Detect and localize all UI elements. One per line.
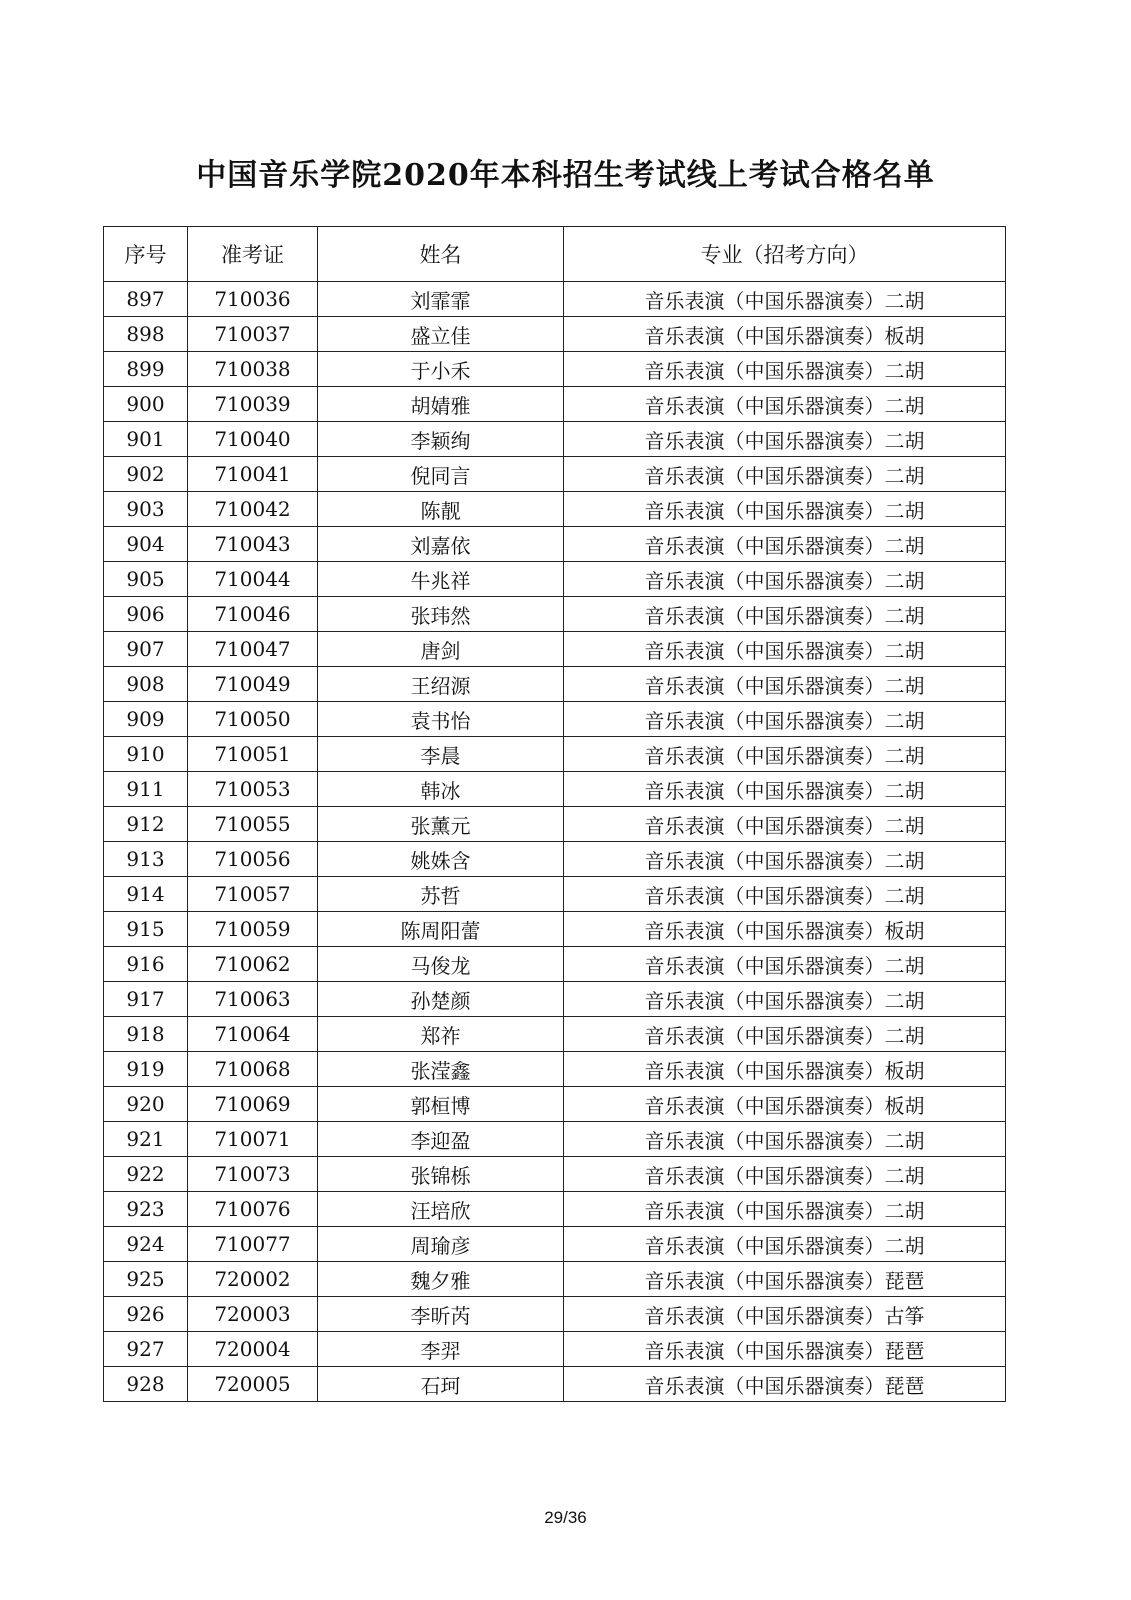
cell-seq: 907	[104, 632, 188, 667]
header-ticket: 准考证	[188, 227, 318, 282]
table-row	[104, 982, 1006, 1017]
cell-seq: 908	[104, 667, 188, 702]
cell-name: 陈周阳蕾	[318, 912, 564, 947]
cell-seq: 911	[104, 772, 188, 807]
page-number: 29/36	[544, 1508, 587, 1527]
table-row	[104, 527, 1006, 562]
cell-ticket: 710062	[188, 947, 318, 982]
cell-major: 音乐表演（中国乐器演奏）琵琶	[564, 1262, 1006, 1297]
header-major: 专业（招考方向）	[564, 227, 1006, 282]
cell-seq: 925	[104, 1262, 188, 1297]
cell-name: 李羿	[318, 1332, 564, 1367]
cell-major: 音乐表演（中国乐器演奏）二胡	[564, 1017, 1006, 1052]
cell-seq: 904	[104, 527, 188, 562]
table-row	[104, 1122, 1006, 1157]
cell-major: 音乐表演（中国乐器演奏）琵琶	[564, 1332, 1006, 1367]
cell-name: 张玮然	[318, 597, 564, 632]
cell-name: 王绍源	[318, 667, 564, 702]
cell-ticket: 710057	[188, 877, 318, 912]
table-row	[104, 1297, 1006, 1332]
cell-major: 音乐表演（中国乐器演奏）二胡	[564, 632, 1006, 667]
cell-name: 刘嘉依	[318, 527, 564, 562]
table-row	[104, 667, 1006, 702]
cell-ticket: 710043	[188, 527, 318, 562]
cell-ticket: 710039	[188, 387, 318, 422]
cell-major: 音乐表演（中国乐器演奏）二胡	[564, 842, 1006, 877]
table-row	[104, 282, 1006, 317]
table-row	[104, 1087, 1006, 1122]
cell-major: 音乐表演（中国乐器演奏）二胡	[564, 492, 1006, 527]
table-body	[104, 282, 1006, 1402]
cell-ticket: 710071	[188, 1122, 318, 1157]
cell-ticket: 710050	[188, 702, 318, 737]
cell-major: 音乐表演（中国乐器演奏）二胡	[564, 1227, 1006, 1262]
table-row	[104, 597, 1006, 632]
table-row	[104, 1017, 1006, 1052]
cell-name: 苏哲	[318, 877, 564, 912]
cell-seq: 919	[104, 1052, 188, 1087]
cell-name: 李晨	[318, 737, 564, 772]
table-row	[104, 772, 1006, 807]
cell-ticket: 720002	[188, 1262, 318, 1297]
qualified-list-table	[103, 226, 1006, 1402]
cell-major: 音乐表演（中国乐器演奏）古筝	[564, 1297, 1006, 1332]
table-row	[104, 737, 1006, 772]
cell-seq: 902	[104, 457, 188, 492]
cell-name: 胡婧雅	[318, 387, 564, 422]
cell-name: 张薰元	[318, 807, 564, 842]
table-row	[104, 1367, 1006, 1402]
cell-name: 袁书怡	[318, 702, 564, 737]
cell-major: 音乐表演（中国乐器演奏）二胡	[564, 282, 1006, 317]
cell-seq: 899	[104, 352, 188, 387]
table-row	[104, 352, 1006, 387]
cell-major: 音乐表演（中国乐器演奏）二胡	[564, 737, 1006, 772]
cell-major: 音乐表演（中国乐器演奏）二胡	[564, 1122, 1006, 1157]
cell-name: 张锦栎	[318, 1157, 564, 1192]
cell-major: 音乐表演（中国乐器演奏）二胡	[564, 422, 1006, 457]
cell-ticket: 710053	[188, 772, 318, 807]
cell-name: 陈靓	[318, 492, 564, 527]
cell-seq: 921	[104, 1122, 188, 1157]
table-row	[104, 632, 1006, 667]
cell-major: 音乐表演（中国乐器演奏）二胡	[564, 667, 1006, 702]
cell-ticket: 710063	[188, 982, 318, 1017]
table-row	[104, 702, 1006, 737]
cell-seq: 913	[104, 842, 188, 877]
cell-major: 音乐表演（中国乐器演奏）板胡	[564, 1052, 1006, 1087]
cell-name: 孙楚颜	[318, 982, 564, 1017]
cell-major: 音乐表演（中国乐器演奏）二胡	[564, 982, 1006, 1017]
cell-seq: 924	[104, 1227, 188, 1262]
cell-major: 音乐表演（中国乐器演奏）二胡	[564, 562, 1006, 597]
cell-ticket: 710041	[188, 457, 318, 492]
table-header	[104, 227, 1006, 282]
table-row	[104, 877, 1006, 912]
cell-major: 音乐表演（中国乐器演奏）二胡	[564, 387, 1006, 422]
cell-ticket: 720004	[188, 1332, 318, 1367]
cell-name: 李迎盈	[318, 1122, 564, 1157]
cell-seq: 917	[104, 982, 188, 1017]
cell-name: 盛立佳	[318, 317, 564, 352]
cell-name: 郭桓博	[318, 1087, 564, 1122]
table-row	[104, 842, 1006, 877]
table-row	[104, 1332, 1006, 1367]
table-row	[104, 457, 1006, 492]
cell-major: 音乐表演（中国乐器演奏）板胡	[564, 912, 1006, 947]
cell-ticket: 710076	[188, 1192, 318, 1227]
cell-ticket: 710059	[188, 912, 318, 947]
cell-ticket: 710036	[188, 282, 318, 317]
cell-ticket: 710044	[188, 562, 318, 597]
table-row	[104, 1227, 1006, 1262]
cell-name: 张滢鑫	[318, 1052, 564, 1087]
table-row	[104, 1262, 1006, 1297]
cell-seq: 906	[104, 597, 188, 632]
cell-name: 周瑜彦	[318, 1227, 564, 1262]
cell-major: 音乐表演（中国乐器演奏）二胡	[564, 1192, 1006, 1227]
cell-seq: 910	[104, 737, 188, 772]
table-row	[104, 562, 1006, 597]
cell-name: 魏夕雅	[318, 1262, 564, 1297]
table-row	[104, 912, 1006, 947]
cell-major: 音乐表演（中国乐器演奏）二胡	[564, 1157, 1006, 1192]
cell-ticket: 710073	[188, 1157, 318, 1192]
cell-ticket: 710038	[188, 352, 318, 387]
cell-name: 李昕芮	[318, 1297, 564, 1332]
cell-major: 音乐表演（中国乐器演奏）二胡	[564, 597, 1006, 632]
cell-major: 音乐表演（中国乐器演奏）二胡	[564, 947, 1006, 982]
header-name: 姓名	[318, 227, 564, 282]
cell-seq: 914	[104, 877, 188, 912]
cell-seq: 898	[104, 317, 188, 352]
cell-seq: 920	[104, 1087, 188, 1122]
cell-major: 音乐表演（中国乐器演奏）二胡	[564, 352, 1006, 387]
table-row	[104, 807, 1006, 842]
cell-seq: 915	[104, 912, 188, 947]
cell-name: 唐剑	[318, 632, 564, 667]
cell-ticket: 710056	[188, 842, 318, 877]
page-title: 中国音乐学院2020年本科招生考试线上考试合格名单	[196, 158, 935, 193]
cell-ticket: 710047	[188, 632, 318, 667]
cell-major: 音乐表演（中国乐器演奏）二胡	[564, 772, 1006, 807]
cell-seq: 912	[104, 807, 188, 842]
cell-name: 姚姝含	[318, 842, 564, 877]
cell-major: 音乐表演（中国乐器演奏）二胡	[564, 527, 1006, 562]
cell-name: 石珂	[318, 1367, 564, 1402]
cell-seq: 897	[104, 282, 188, 317]
cell-name: 牛兆祥	[318, 562, 564, 597]
cell-name: 于小禾	[318, 352, 564, 387]
cell-ticket: 710051	[188, 737, 318, 772]
cell-name: 汪培欣	[318, 1192, 564, 1227]
table-row	[104, 387, 1006, 422]
header-seq: 序号	[104, 227, 188, 282]
cell-ticket: 710037	[188, 317, 318, 352]
cell-ticket: 720003	[188, 1297, 318, 1332]
cell-seq: 905	[104, 562, 188, 597]
cell-seq: 916	[104, 947, 188, 982]
cell-name: 马俊龙	[318, 947, 564, 982]
cell-ticket: 710068	[188, 1052, 318, 1087]
table-row	[104, 1192, 1006, 1227]
cell-seq: 923	[104, 1192, 188, 1227]
table-row	[104, 1157, 1006, 1192]
cell-major: 音乐表演（中国乐器演奏）琵琶	[564, 1367, 1006, 1402]
table-row	[104, 422, 1006, 457]
cell-ticket: 710046	[188, 597, 318, 632]
cell-ticket: 710055	[188, 807, 318, 842]
cell-seq: 901	[104, 422, 188, 457]
cell-major: 音乐表演（中国乐器演奏）二胡	[564, 877, 1006, 912]
cell-ticket: 710042	[188, 492, 318, 527]
cell-name: 韩冰	[318, 772, 564, 807]
cell-seq: 928	[104, 1367, 188, 1402]
table-row	[104, 1052, 1006, 1087]
cell-ticket: 710077	[188, 1227, 318, 1262]
cell-ticket: 710069	[188, 1087, 318, 1122]
cell-seq: 909	[104, 702, 188, 737]
cell-ticket: 710064	[188, 1017, 318, 1052]
cell-seq: 903	[104, 492, 188, 527]
cell-major: 音乐表演（中国乐器演奏）板胡	[564, 317, 1006, 352]
cell-seq: 918	[104, 1017, 188, 1052]
cell-ticket: 710040	[188, 422, 318, 457]
table-row	[104, 317, 1006, 352]
cell-name: 倪同言	[318, 457, 564, 492]
cell-major: 音乐表演（中国乐器演奏）二胡	[564, 807, 1006, 842]
cell-major: 音乐表演（中国乐器演奏）二胡	[564, 702, 1006, 737]
cell-seq: 927	[104, 1332, 188, 1367]
cell-major: 音乐表演（中国乐器演奏）板胡	[564, 1087, 1006, 1122]
cell-seq: 926	[104, 1297, 188, 1332]
cell-major: 音乐表演（中国乐器演奏）二胡	[564, 457, 1006, 492]
table-row	[104, 947, 1006, 982]
cell-name: 李颖绚	[318, 422, 564, 457]
header-row	[104, 227, 1006, 282]
cell-name: 郑祚	[318, 1017, 564, 1052]
cell-ticket: 720005	[188, 1367, 318, 1402]
cell-ticket: 710049	[188, 667, 318, 702]
table-row	[104, 492, 1006, 527]
cell-seq: 922	[104, 1157, 188, 1192]
cell-seq: 900	[104, 387, 188, 422]
cell-name: 刘霏霏	[318, 282, 564, 317]
